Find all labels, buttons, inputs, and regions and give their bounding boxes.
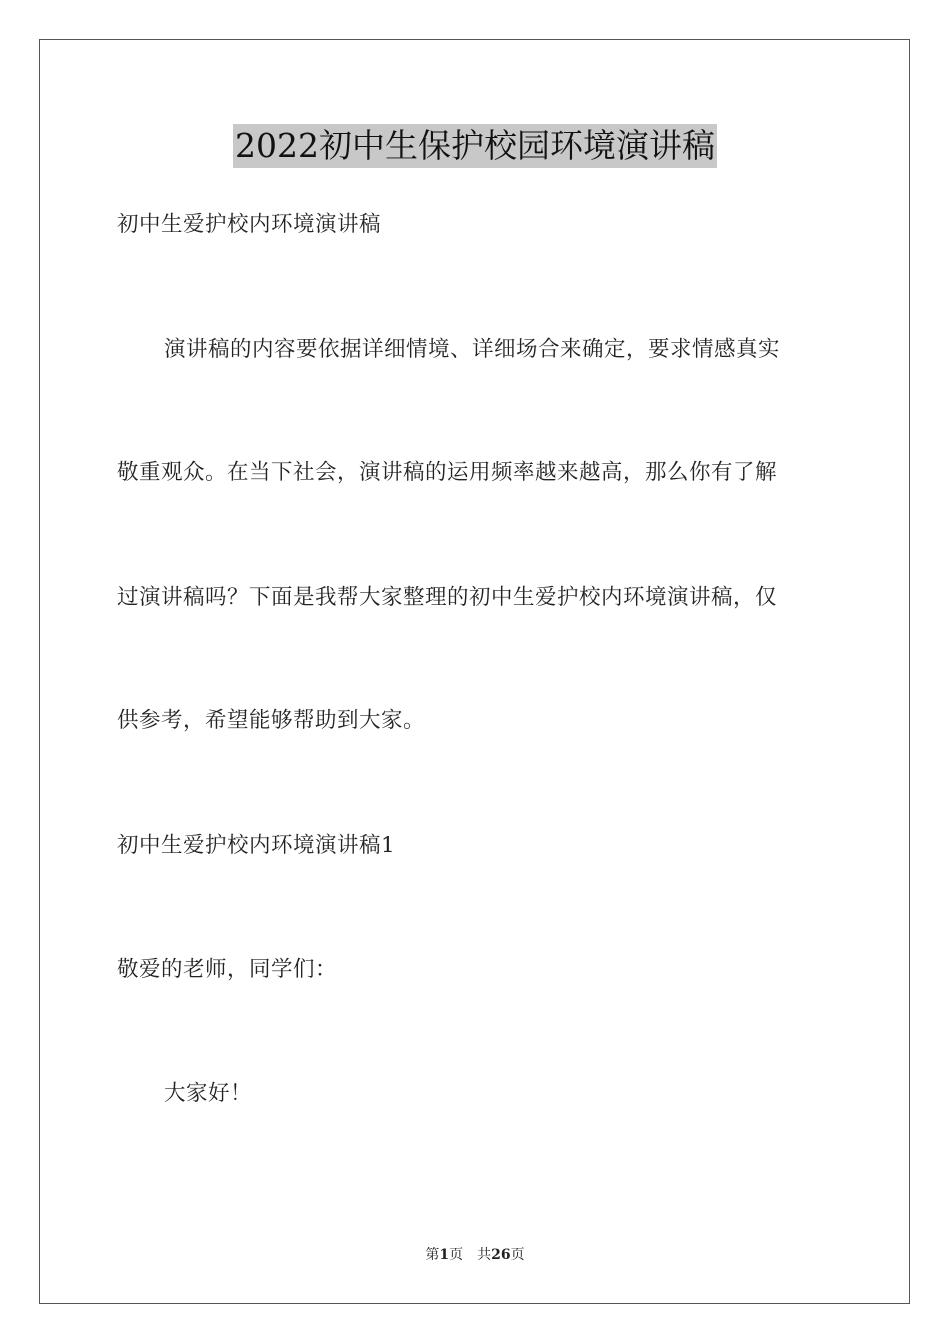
title-container — [0, 124, 950, 168]
footer-total-prefix: 共 — [477, 1247, 492, 1263]
paragraph-line-4: 供参考，希望能够帮助到大家。 — [117, 708, 426, 733]
page-footer — [0, 1245, 950, 1265]
section-heading: 初中生爱护校内环境演讲稿1 — [117, 833, 396, 858]
paragraph-line-2: 敬重观众。在当下社会，演讲稿的运用频率越来越高，那么你有了解 — [117, 460, 778, 485]
subtitle-line: 初中生爱护校内环境演讲稿 — [117, 212, 382, 237]
greeting-line: 大家好！ — [164, 1081, 253, 1106]
footer-total-suffix: 页 — [510, 1247, 525, 1263]
document-title: 2022初中生保护校园环境演讲稿 — [233, 124, 717, 168]
footer-page-suffix: 页 — [449, 1247, 464, 1263]
footer-total-pages: 26 — [491, 1247, 511, 1263]
paragraph-line-3: 过演讲稿吗？下面是我帮大家整理的初中生爱护校内环境演讲稿，仅 — [117, 585, 778, 610]
footer-page-number: 1 — [439, 1247, 450, 1263]
salutation-line: 敬爱的老师，同学们： — [117, 957, 338, 982]
paragraph-line-1: 演讲稿的内容要依据详细情境、详细场合来确定，要求情感真实 — [164, 337, 781, 362]
footer-page-prefix: 第 — [425, 1247, 440, 1263]
